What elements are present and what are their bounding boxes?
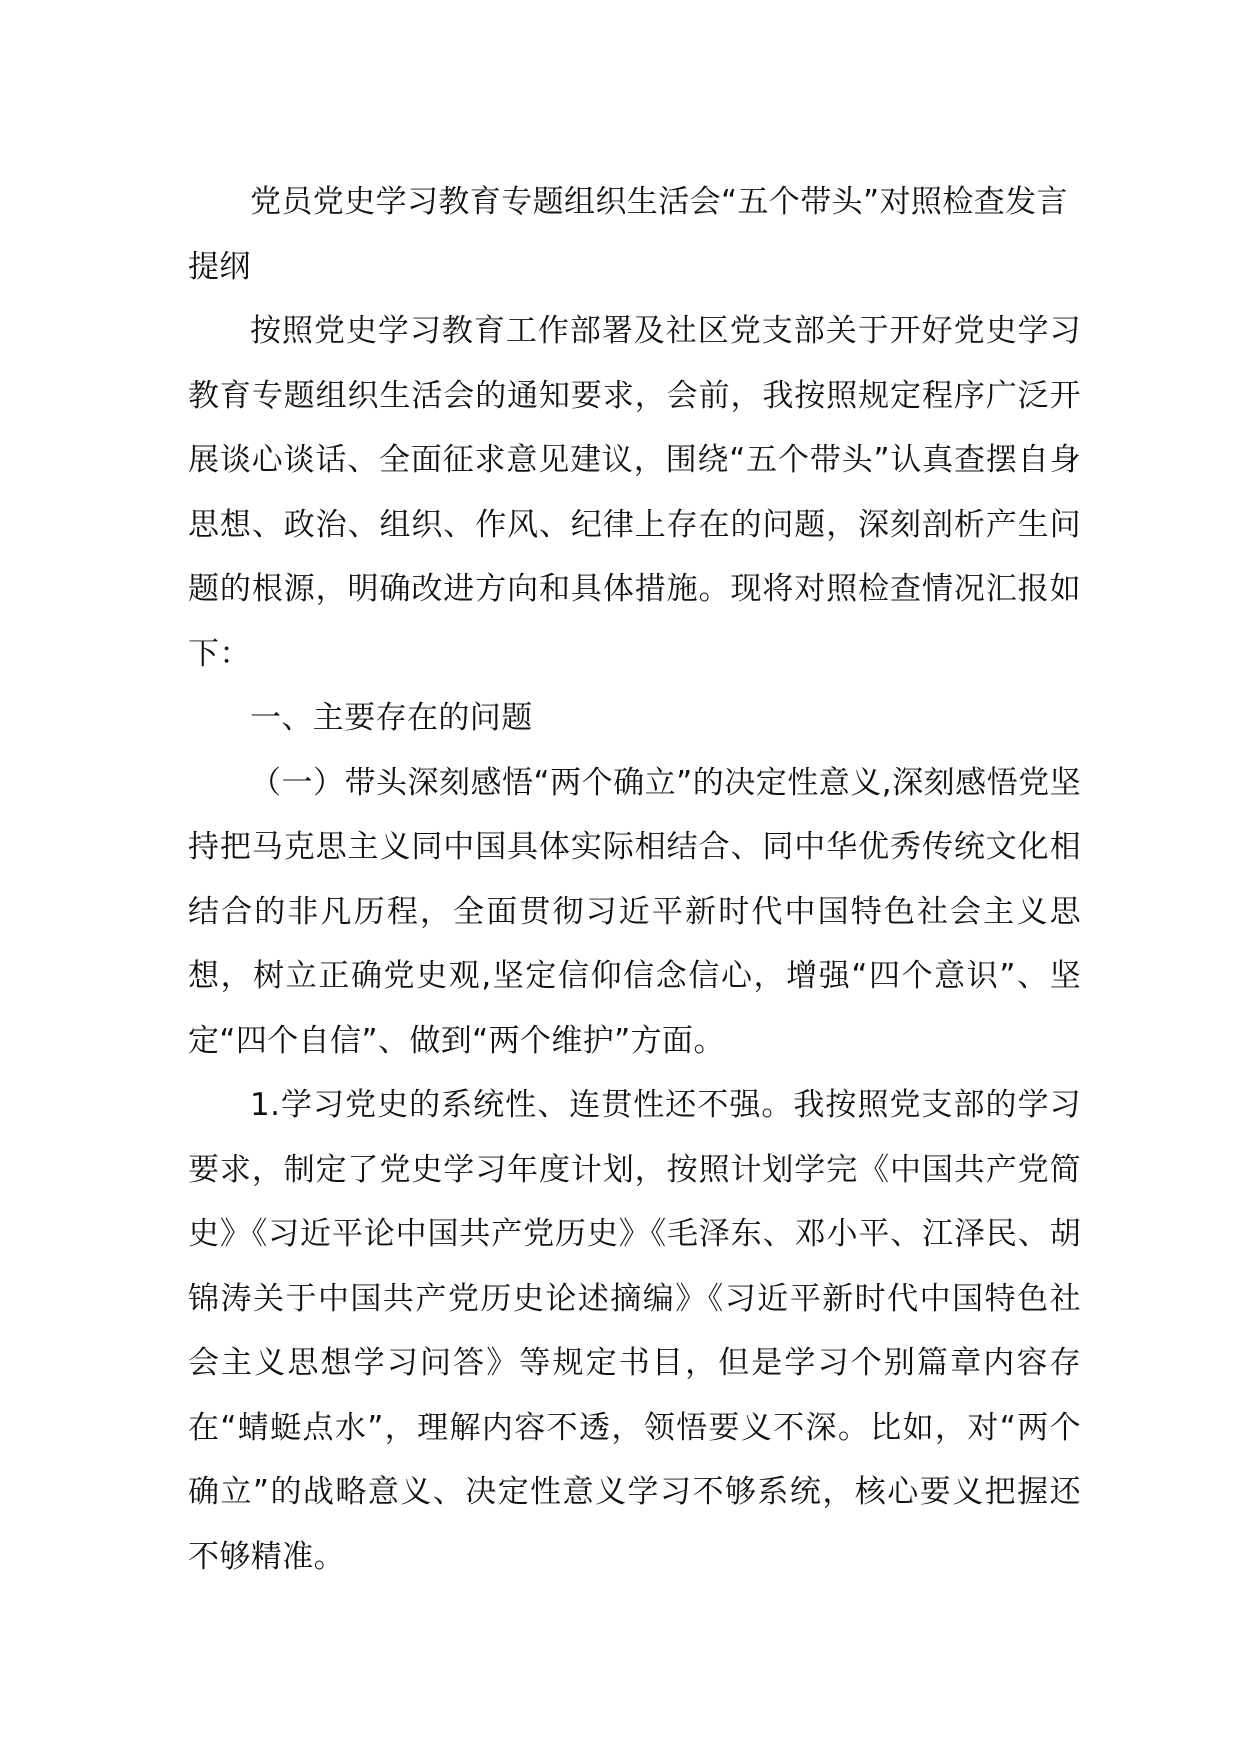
section-heading: 一、主要存在的问题: [250, 700, 533, 736]
document-body: [188, 170, 1081, 1589]
point-1-paragraph: 1.学习党史的系统性、连贯性还不强。我按照党支部的学习要求，制定了党史学习年度计划，按照计划学完《中国共产党简史》《习近平论中国共产党历史》《毛泽东、邓小平、江泽民、胡锦涛关于中国共产党历史论述摘编》《习近平新时代中国特色社会主义思想学习问答》等规定书目，但是学习个别篇章内容存在“蜻蜓点水”，理解内容不透，领悟要义不深。比如，对“两个确立”的战略意义、决定性意义学习不够系统，核心要义把握还不够精准。: [188, 1087, 1081, 1575]
subsection-heading-paragraph: （一）带头深刻感悟“两个确立”的决定性意义,深刻感悟党坚持把马克思主义同中国具体实际相结合、同中华优秀传统文化相结合的非凡历程，全面贯彻习近平新时代中国特色社会主义思想，树立正确党史观,坚定信仰信念信心，增强“四个意识”、坚定“四个自信”、做到“两个维护”方面。: [188, 764, 1081, 1059]
intro-paragraph: 按照党史学习教育工作部署及社区党支部关于开好党史学习教育专题组织生活会的通知要求，会前，我按照规定程序广泛开展谈心谈话、全面征求意见建议，围绕“五个带头”认真查摆自身思想、政治、组织、作风、纪律上存在的问题，深刻剖析产生问题的根源，明确改进方向和具体措施。现将对照检查情况汇报如下：: [188, 313, 1081, 672]
document-title: 党员党史学习教育专题组织生活会“五个带头”对照检查发言提纲: [188, 184, 1068, 285]
